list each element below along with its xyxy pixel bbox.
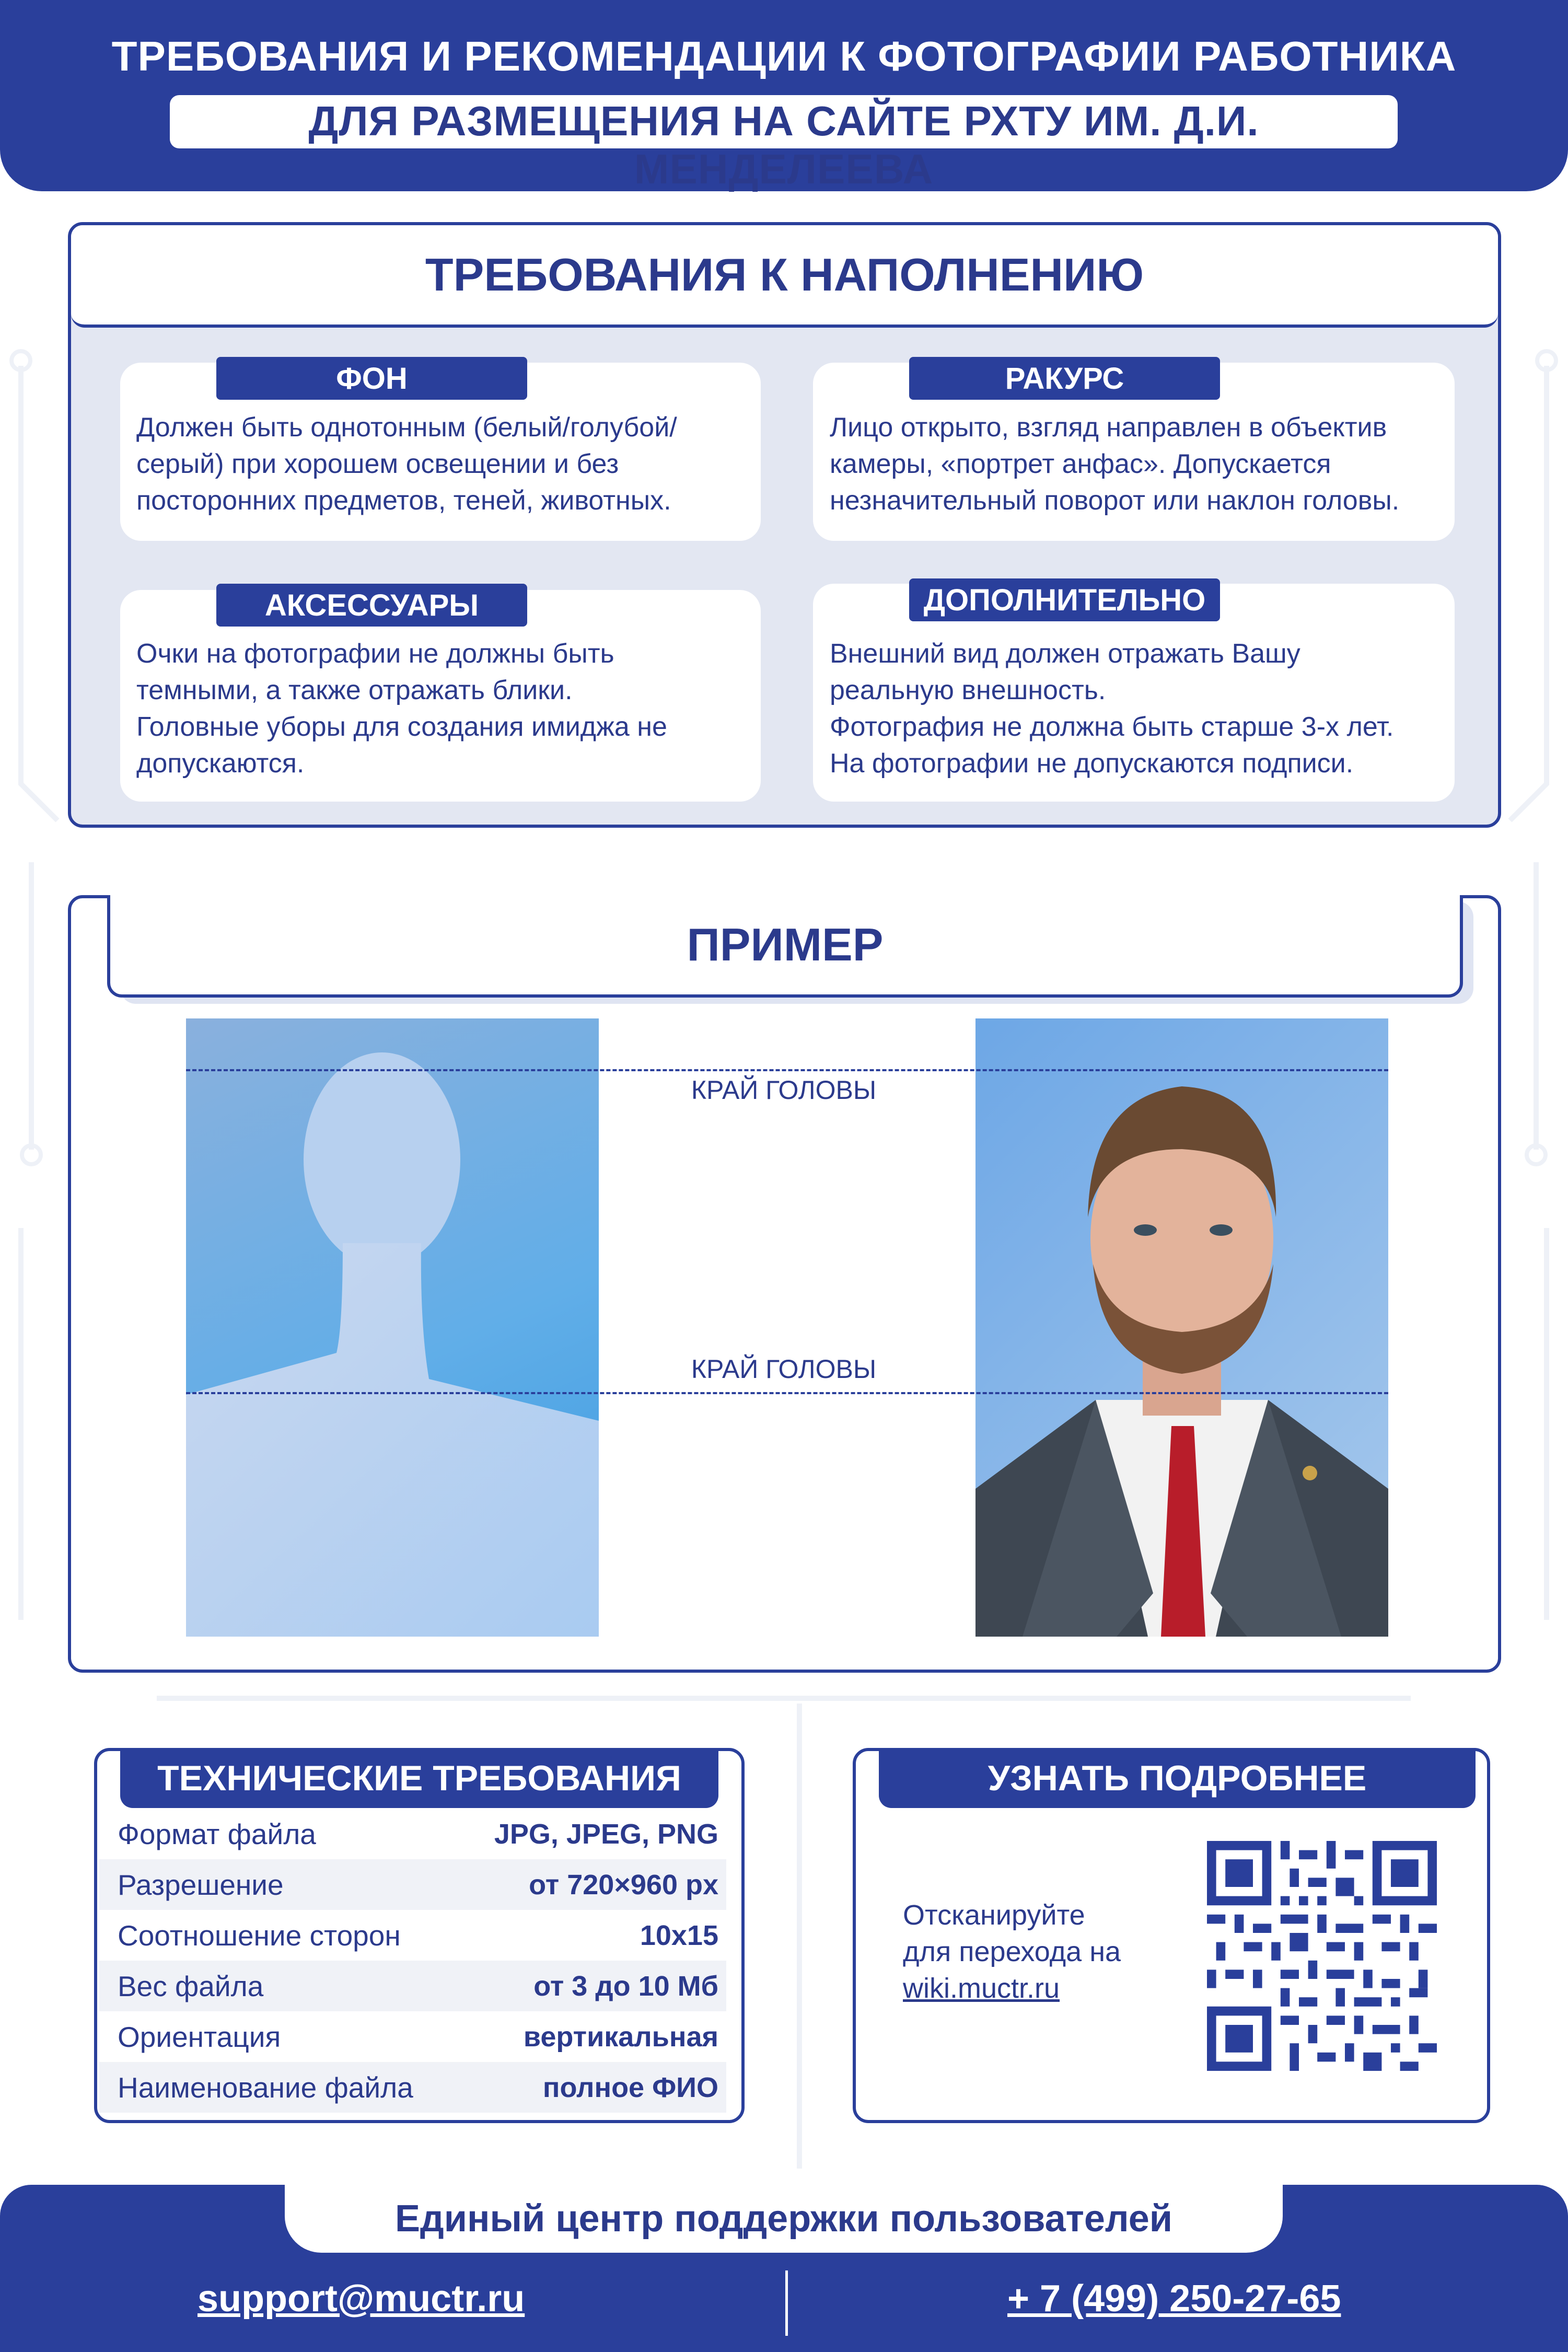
card-angle-label: РАКУРС: [909, 357, 1220, 400]
scan-instruction-line2: для перехода на: [903, 1936, 1121, 1967]
card-accessories-label: АКСЕССУАРЫ: [216, 584, 527, 627]
text-line: Очки на фотографии не должны быть: [136, 639, 614, 669]
tech-requirements-title: ТЕХНИЧЕСКИЕ ТРЕБОВАНИЯ: [120, 1748, 718, 1808]
header-title-line2: ДЛЯ РАЗМЕЩЕНИЯ НА САЙТЕ РХТУ ИМ. Д.И. МЕНДЕЛЕЕВА: [308, 98, 1259, 192]
qr-code-icon[interactable]: [1207, 1841, 1437, 2071]
footer-divider: [785, 2270, 788, 2336]
support-phone-link[interactable]: + 7 (499) 250-27-65: [1007, 2278, 1341, 2320]
content-requirements-title: ТРЕБОВАНИЯ К НАПОЛНЕНИЮ: [71, 225, 1498, 328]
text-line: Лицо открыто, взгляд направлен в объектив: [830, 412, 1387, 443]
tech-row: [99, 2062, 726, 2113]
tech-row-label: Разрешение: [118, 1868, 284, 1901]
tech-row: [99, 1910, 726, 1961]
tech-row-label: Соотношение сторон: [118, 1919, 401, 1952]
text-line: посторонних предметов, теней, животных.: [136, 485, 671, 516]
scan-instruction-line1: Отсканируйте: [903, 1899, 1085, 1931]
tech-row-value: 10х15: [640, 1919, 718, 1951]
wiki-link[interactable]: wiki.muctr.ru: [903, 1973, 1060, 2004]
text-line: допускаются.: [136, 748, 305, 779]
silhouette-template-image: [186, 1018, 599, 1637]
example-portrait-photo: [975, 1018, 1388, 1637]
tech-row-value: полное ФИО: [542, 2071, 718, 2103]
tech-row: [99, 1961, 726, 2011]
card-background-text: [136, 409, 753, 519]
text-line: темными, а также отражать блики.: [136, 675, 573, 705]
card-accessories-text: [136, 635, 753, 782]
guide-label-top: КРАЙ ГОЛОВЫ: [627, 1074, 940, 1106]
tech-row-value: от 3 до 10 Мб: [533, 1970, 718, 2002]
tech-row: [99, 1809, 726, 1859]
content-requirements-section: [68, 222, 1501, 828]
text-line: серый) при хорошем освещении и без: [136, 449, 619, 479]
guide-line-top: [186, 1069, 1388, 1071]
tech-row-label: Вес файла: [118, 1969, 264, 2002]
footer-title: Единый центр поддержки пользователей: [394, 2198, 1173, 2240]
tech-row: [99, 1859, 726, 1910]
text-line: Должен быть однотонным (белый/голубой/: [136, 412, 677, 443]
text-line: незначительный поворот или наклон головы.: [830, 485, 1400, 516]
learn-more-text: [903, 1897, 1195, 2007]
silhouette-figure: [186, 1018, 599, 1637]
tech-row-value: JPG, JPEG, PNG: [494, 1818, 718, 1850]
tech-row-label: Ориентация: [118, 2020, 281, 2053]
tech-row: [99, 2011, 726, 2062]
card-angle-text: [830, 409, 1446, 519]
card-additional-label: ДОПОЛНИТЕЛЬНО: [909, 578, 1220, 621]
tech-row-value: от 720×960 px: [529, 1869, 718, 1901]
guide-line-bottom: [186, 1392, 1388, 1394]
guide-label-bottom: КРАЙ ГОЛОВЫ: [627, 1353, 940, 1385]
text-line: Фотография не должна быть старше 3-х лет.: [830, 712, 1394, 742]
card-background-label: ФОН: [216, 357, 527, 400]
tech-row-value: вертикальная: [523, 2021, 718, 2053]
tech-row-label: Наименование файла: [118, 2071, 413, 2104]
portrait-figure: [975, 1018, 1388, 1637]
text-line: камеры, «портрет анфас». Допускается: [830, 449, 1331, 479]
learn-more-title: УЗНАТЬ ПОДРОБНЕЕ: [879, 1748, 1476, 1808]
support-email-link[interactable]: support@muctr.ru: [198, 2278, 525, 2320]
text-line: На фотографии не допускаются подписи.: [830, 748, 1354, 779]
tech-row-label: Формат файла: [118, 1817, 316, 1850]
text-line: Головные уборы для создания имиджа не: [136, 712, 667, 742]
card-additional-text: [830, 635, 1446, 782]
header-title-line1: ТРЕБОВАНИЯ И РЕКОМЕНДАЦИИ К ФОТОГРАФИИ РАБОТНИКА: [111, 33, 1457, 79]
example-title: ПРИМЕР: [107, 895, 1463, 998]
text-line: Внешний вид должен отражать Вашу: [830, 639, 1300, 669]
text-line: реальную внешность.: [830, 675, 1106, 705]
